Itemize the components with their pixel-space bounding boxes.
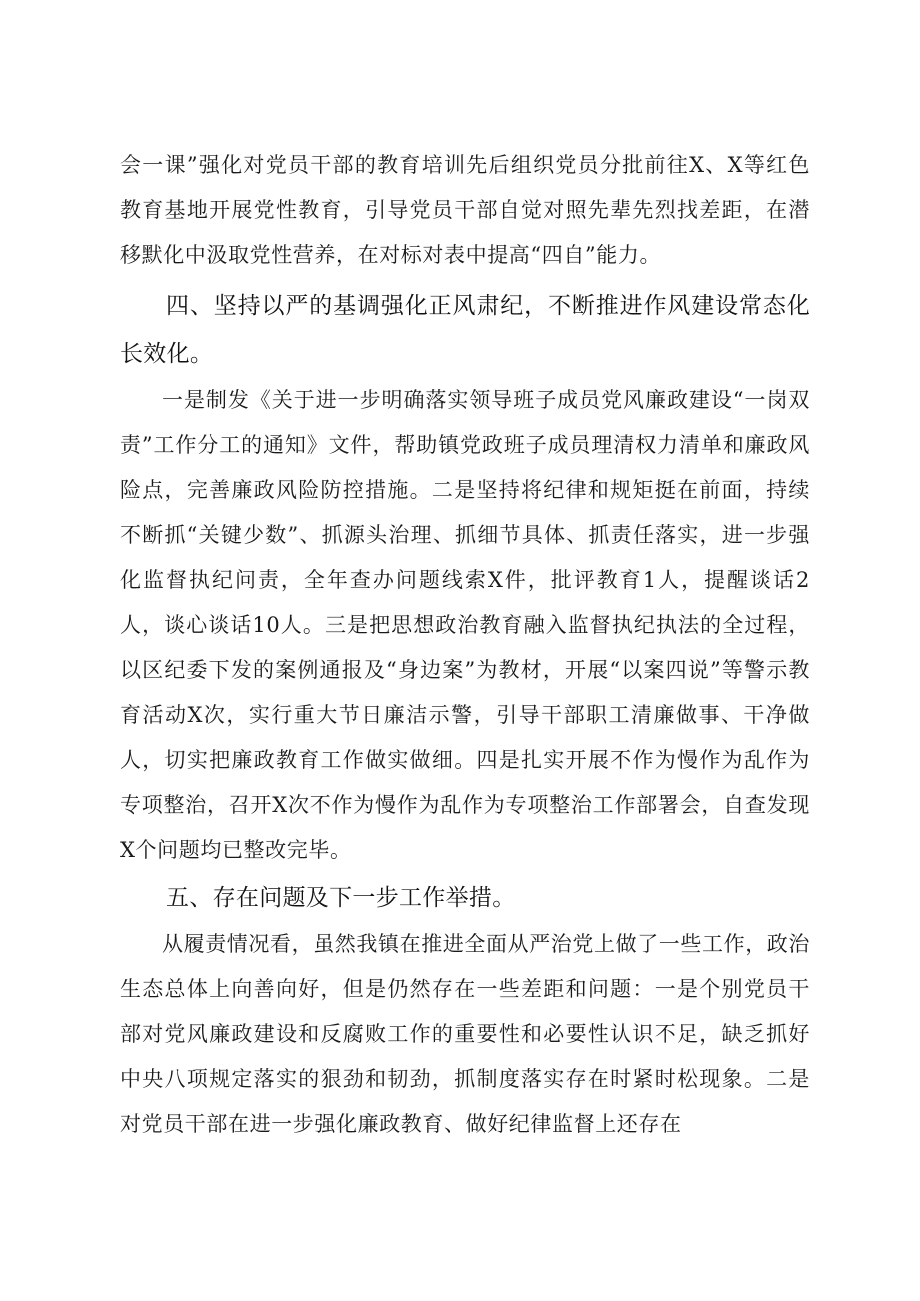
- section-heading-4: 四、坚持以严的基调强化正风肃纪，不断推进作风建设常态化长效化。: [120, 293, 810, 367]
- section-heading-5: 五、存在问题及下一步工作举措。: [166, 885, 516, 911]
- paragraph-continuation: 会一课”强化对党员干部的教育培训先后组织党员分批前往X、X等红色教育基地开展党性教育，引导党员干部自觉对照先辈先烈找差距，在潜移默化中汲取党性营养，在对标对表中提高“四自”能力。: [120, 153, 810, 267]
- paragraph-section-4-body: 一是制发《关于进一步明确落实领导班子成员党风廉政建设“一岗双责”工作分工的通知》文件，帮助镇党政班子成员理清权力清单和廉政风险点，完善廉政风险防控措施。二是坚持将纪律和规矩挺在前面，持续不断抓“关键少数”、抓源头治理、抓细节具体、抓责任落实，进一步强化监督执纪问责，全年查办问题线索X件，批评教育1人，提醒谈话2人，谈心谈话10人。三是把思想政治教育融入监督执纪执法的全过程，以区纪委下发的案例通报及“身边案”为教材，开展“以案四说”等警示教育活动X次，实行重大节日廉洁示警，引导干部职工清廉做事、干净做人，切实把廉政教育工作做实做细。四是扎实开展不作为慢作为乱作为专项整治，召开X次不作为慢作为乱作为专项整治工作部署会，自查发现X个问题均已整改完毕。: [120, 388, 810, 862]
- paragraph-section-5-body: 从履责情况看，虽然我镇在推进全面从严治党上做了一些工作，政治生态总体上向善向好，但是仍然存在一些差距和问题：一是个别党员干部对党风廉政建设和反腐败工作的重要性和必要性认识不足，缺乏抓好中央八项规定落实的狠劲和韧劲，抓制度落实存在时紧时松现象。二是对党员干部在进一步强化廉政教育、做好纪律监督上还存在: [120, 932, 810, 1136]
- document-body: [120, 143, 810, 1147]
